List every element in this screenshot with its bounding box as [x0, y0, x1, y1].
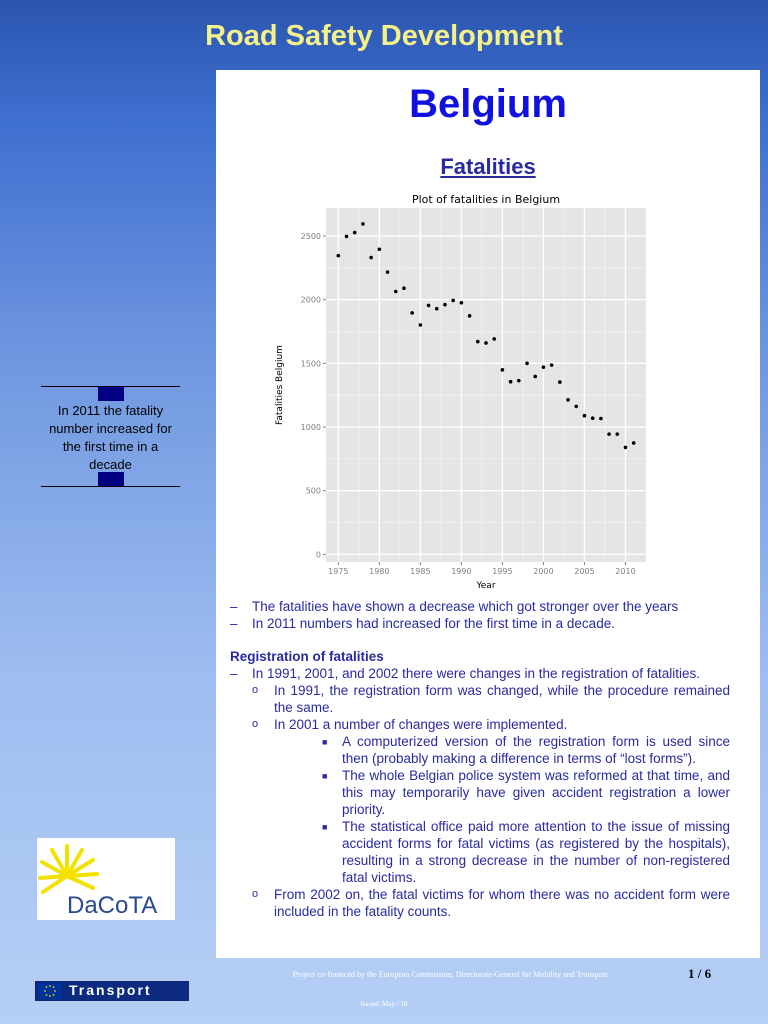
y-tick-label: 1000 — [300, 423, 321, 433]
data-point — [402, 286, 406, 290]
main-panel — [216, 70, 760, 958]
circle-marker: o — [252, 684, 259, 696]
sub-list-item — [230, 767, 730, 818]
list-item — [230, 886, 730, 920]
data-point — [525, 362, 529, 366]
logo-text: DaCoTA — [67, 892, 158, 919]
data-point — [410, 311, 414, 315]
data-point — [361, 222, 365, 226]
data-point — [533, 375, 537, 379]
dacota-logo — [37, 838, 175, 920]
data-point — [369, 256, 373, 260]
list-item — [230, 682, 730, 716]
x-tick-label: 2000 — [533, 567, 554, 576]
transport-label: Transport — [69, 982, 152, 998]
x-tick-label: 1990 — [451, 567, 472, 576]
transport-badge — [34, 980, 190, 1002]
intro-text: In 1991, 2001, and 2002 there were changes in the registration of fatalities. — [252, 666, 701, 681]
data-point — [517, 379, 521, 383]
page-number: 1 / 6 — [688, 966, 712, 981]
circle-marker: o — [252, 718, 259, 730]
x-tick-label: 1995 — [492, 567, 513, 576]
callout-bottom-tab — [98, 472, 124, 486]
list-item — [230, 716, 730, 733]
data-point — [353, 231, 357, 235]
data-point — [558, 380, 562, 384]
x-tick-label: 1980 — [369, 567, 390, 576]
data-point — [394, 290, 398, 294]
issued-date: Issued: May / 10 — [360, 1000, 408, 1008]
data-point — [501, 368, 505, 372]
data-point — [542, 365, 546, 369]
item-text: From 2002 on, the fatal victims for whom there was no accident form were included in the fatality counts. — [274, 887, 730, 919]
x-axis-label: Year — [476, 581, 496, 591]
item-text: In 1991, the registration form was changed, while the procedure remained the same. — [274, 683, 730, 715]
data-point — [460, 301, 464, 305]
y-axis-label: Fatalities Belgium — [275, 345, 285, 425]
data-point — [632, 441, 636, 445]
item-text: In 2001 a number of changes were implemented. — [274, 717, 568, 732]
data-point — [607, 432, 611, 436]
dash-marker: – — [230, 599, 238, 614]
y-tick-label: 2000 — [300, 295, 321, 305]
chart-svg — [266, 192, 656, 592]
bullet-item — [230, 615, 730, 632]
square-marker: ■ — [322, 737, 328, 747]
data-point — [345, 235, 349, 239]
dash-marker: – — [230, 616, 238, 631]
data-point — [378, 247, 382, 251]
sidebar-callout — [41, 386, 180, 486]
y-tick-label: 1500 — [300, 359, 321, 369]
eu-stars-icon — [38, 983, 62, 999]
data-point — [435, 307, 439, 311]
data-point — [591, 416, 595, 420]
content-text — [230, 598, 730, 920]
square-marker: ■ — [322, 771, 328, 781]
dash-marker: – — [230, 666, 238, 681]
y-tick-label: 2500 — [300, 232, 321, 242]
data-point — [624, 446, 628, 450]
data-point — [615, 432, 619, 436]
sub-list-item — [230, 733, 730, 767]
registration-heading: Registration of fatalities — [230, 649, 384, 664]
data-point — [574, 405, 578, 409]
x-tick-label: 2010 — [615, 567, 636, 576]
data-point — [427, 304, 431, 308]
data-point — [566, 398, 570, 402]
page-header — [0, 0, 768, 70]
bullet-item — [230, 598, 730, 615]
x-tick-label: 1985 — [410, 567, 431, 576]
section-subheading: Fatalities — [440, 154, 536, 179]
data-point — [337, 254, 341, 258]
eu-flag-icon — [38, 983, 62, 999]
bullet-text: The fatalities have shown a decrease which got stronger over the years — [252, 599, 679, 614]
footer-note: Project co-financed by the European Commission, Directorate-General for Mobility and Transport — [292, 970, 608, 979]
callout-text: In 2011 the fatality number increased for the first time in a decade — [49, 403, 172, 472]
data-point — [386, 270, 390, 274]
callout-bottom-rule — [41, 486, 180, 487]
data-point — [484, 341, 488, 345]
data-point — [492, 337, 496, 341]
circle-marker: o — [252, 888, 259, 900]
page-title: Road Safety Development — [205, 20, 563, 52]
x-tick-label: 1975 — [328, 567, 349, 576]
data-point — [451, 299, 455, 303]
sub-list-item — [230, 818, 730, 886]
subitem-text: A computerized version of the registration form is used since then (probably making a difference in terms of “lost forms”). — [342, 734, 730, 766]
chart-title: Plot of fatalities in Belgium — [411, 193, 561, 206]
data-point — [599, 417, 603, 421]
data-point — [550, 363, 554, 367]
data-point — [468, 314, 472, 318]
registration-intro — [230, 665, 730, 682]
data-point — [509, 380, 513, 384]
data-point — [583, 414, 587, 418]
subitem-text: The statistical office paid more attention to the issue of missing accident forms for fatal victims (as registered by the hospitals), resulting in a strong decrease in the number of non-registered fatal victims. — [342, 819, 730, 885]
fatalities-chart — [266, 192, 656, 592]
y-tick-label: 0 — [315, 550, 321, 560]
bullet-text: In 2011 numbers had increased for the first time in a decade. — [252, 616, 615, 631]
data-point — [443, 303, 447, 307]
country-heading: Belgium — [409, 82, 567, 126]
y-tick-label: 500 — [305, 486, 321, 496]
subitem-text: The whole Belgian police system was reformed at that time, and this may temporarily have given accident registration a lower priority. — [342, 768, 730, 817]
data-point — [419, 323, 423, 327]
x-tick-label: 2005 — [574, 567, 595, 576]
plot-background — [326, 208, 646, 562]
square-marker: ■ — [322, 822, 328, 832]
data-point — [476, 340, 480, 344]
callout-top-tab — [98, 387, 124, 401]
